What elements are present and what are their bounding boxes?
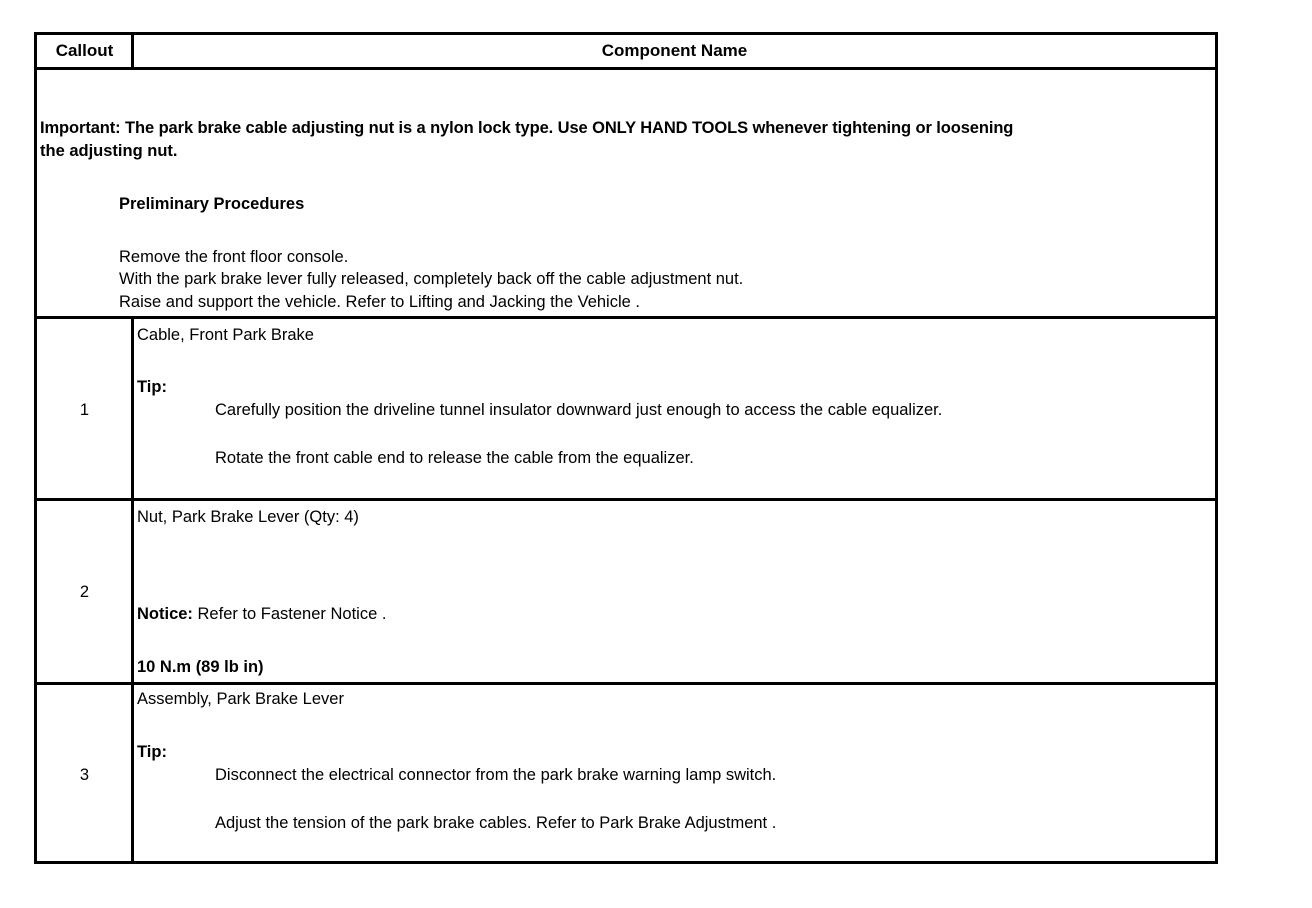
notice bbox=[137, 604, 386, 624]
notice-label: Notice: bbox=[137, 605, 193, 623]
notice-text: Refer to Fastener Notice . bbox=[197, 605, 387, 623]
component-name: Nut, Park Brake Lever (Qty: 4) bbox=[137, 508, 359, 526]
tip-label: Tip: bbox=[137, 743, 167, 761]
preliminary-step: With the park brake lever fully released, completely back off the cable adjustment nut. bbox=[119, 270, 744, 288]
header-component-name: Component Name bbox=[601, 41, 748, 60]
procedure-table bbox=[34, 32, 1218, 864]
tip-text: Disconnect the electrical connector from the park brake warning lamp switch. bbox=[215, 766, 777, 784]
preliminary-step: Remove the front floor console. bbox=[119, 248, 349, 266]
row-divider bbox=[37, 498, 1215, 501]
header-callout: Callout bbox=[55, 41, 114, 60]
callout-number: 2 bbox=[79, 583, 90, 601]
important-note-line2: the adjusting nut. bbox=[40, 142, 178, 160]
component-name: Cable, Front Park Brake bbox=[137, 326, 314, 344]
row-divider bbox=[37, 316, 1215, 319]
callout-number: 1 bbox=[79, 401, 90, 419]
preliminary-title: Preliminary Procedures bbox=[119, 195, 305, 213]
tip-text: Carefully position the driveline tunnel insulator downward just enough to access the cable equalizer. bbox=[215, 401, 943, 419]
tip-text: Adjust the tension of the park brake cables. Refer to Park Brake Adjustment . bbox=[215, 814, 777, 832]
important-note-line1: Important: The park brake cable adjusting nut is a nylon lock type. Use ONLY HAND TOOLS whenever tightening or loosening bbox=[40, 119, 1014, 137]
preliminary-step: Raise and support the vehicle. Refer to Lifting and Jacking the Vehicle . bbox=[119, 293, 640, 311]
tip-label: Tip: bbox=[137, 378, 167, 396]
header-divider bbox=[37, 67, 1215, 70]
row-divider bbox=[37, 682, 1215, 685]
component-name: Assembly, Park Brake Lever bbox=[137, 690, 344, 708]
torque-spec: 10 N.m (89 lb in) bbox=[137, 658, 264, 676]
callout-number: 3 bbox=[79, 766, 90, 784]
tip-text: Rotate the front cable end to release the cable from the equalizer. bbox=[215, 449, 694, 467]
